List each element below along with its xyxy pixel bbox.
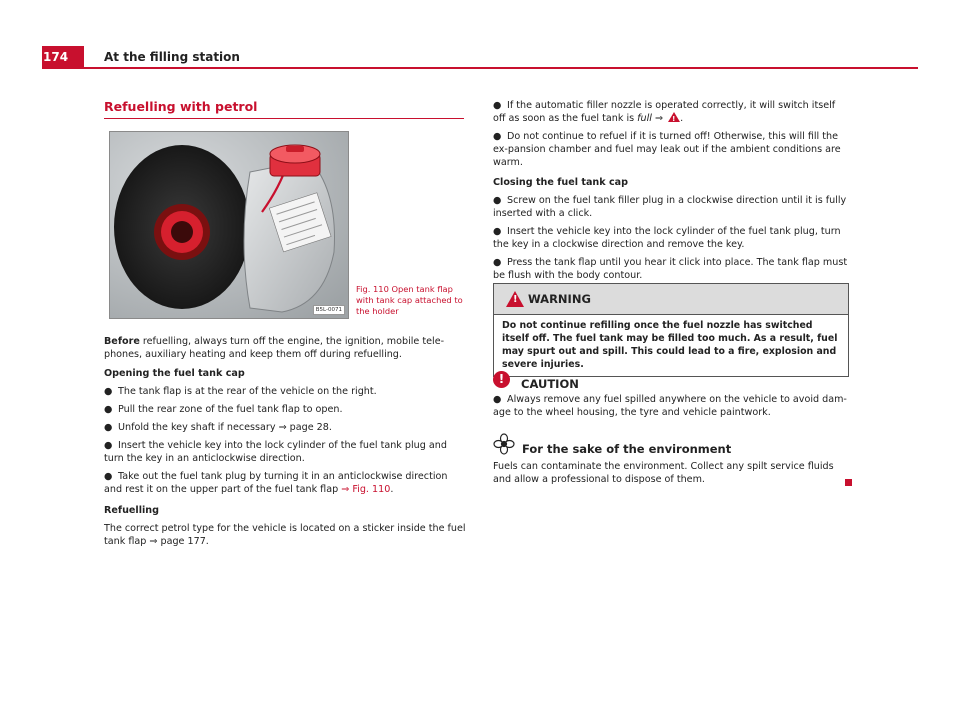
list-item-end: . <box>390 484 394 495</box>
list-item-end: . <box>680 113 684 124</box>
left-column <box>104 335 466 554</box>
bullet-icon: ● <box>493 195 502 206</box>
list-item-text: The tank flap is at the rear of the vehicle on the right. <box>118 386 377 397</box>
warning-label: WARNING <box>528 292 591 306</box>
list-item <box>493 99 849 125</box>
list-item-text: Press the tank flap until you hear it click into place. The tank flap must be flush with the body contour. <box>493 257 848 281</box>
warning-icon[interactable] <box>668 112 680 122</box>
list-item-text: Screw on the fuel tank filler plug in a clockwise direction until it is fully inserted with a click. <box>493 195 847 219</box>
list-item-text: If the automatic filler nozzle is operated correctly, it will switch itself off as soon as the fuel tank is <box>493 100 836 124</box>
list-item <box>104 385 466 398</box>
right-column <box>493 99 849 287</box>
list-item-text: Always remove any fuel spilled anywhere on the vehicle to avoid dam-age to the wheel housing, the tyre and vehicle paintwork. <box>493 394 847 418</box>
figure-code: B5L-0071 <box>313 305 345 315</box>
arrow-reference: ⇒ <box>651 113 667 124</box>
bullet-icon: ● <box>493 131 502 142</box>
fuel-cap <box>270 145 320 176</box>
warning-triangle-icon <box>506 291 524 307</box>
warning-text: Do not continue refilling once the fuel nozzle has switched itself off. The fuel tank may be filled too much. As a result, fuel may spurt out and spill. This could lead to a fire, explosion and severe injuries. <box>502 320 838 370</box>
list-item <box>493 393 849 419</box>
header-rule <box>42 67 918 69</box>
refuelling-paragraph: The correct petrol type for the vehicle is located on a sticker inside the fuel tank flap ⇒ page 177. <box>104 523 466 547</box>
warning-header <box>494 284 848 315</box>
bullet-icon: ● <box>104 471 113 482</box>
page-number: 174 <box>42 46 84 68</box>
list-item-text: Do not continue to refuel if it is turned off! Otherwise, this will fill the ex-pansion chamber and fuel may leak out if the ambient conditions are warm. <box>493 131 841 168</box>
caution-label: CAUTION <box>521 377 579 391</box>
list-item <box>104 470 466 496</box>
intro-text: refuelling, always turn off the engine, the ignition, mobile tele-phones, auxiliary heating and keep them off during refuelling. <box>104 336 445 360</box>
list-item-text: Pull the rear zone of the fuel tank flap to open. <box>118 404 343 415</box>
list-item-text: Take out the fuel tank plug by turning it in an anticlockwise direction and rest it on the upper part of the fuel tank flap <box>104 471 448 495</box>
figure-caption: Fig. 110 Open tank flap with tank cap attached to the holder <box>356 284 463 316</box>
flower-icon <box>493 433 515 455</box>
bullet-icon: ● <box>493 100 502 111</box>
bullet-icon: ● <box>493 226 502 237</box>
opening-heading: Opening the fuel tank cap <box>104 368 245 379</box>
running-title: At the filling station <box>104 50 240 64</box>
intro-paragraph <box>104 335 466 361</box>
list-item <box>104 403 466 416</box>
full-emphasis: full <box>637 113 652 124</box>
list-item <box>493 194 849 220</box>
list-item <box>493 256 849 282</box>
list-item-text: Insert the vehicle key into the lock cylinder of the fuel tank plug and turn the key in an anticlockwise direction. <box>104 440 447 464</box>
environment-label: For the sake of the environment <box>522 442 732 456</box>
refuelling-heading: Refuelling <box>104 505 159 516</box>
section-title: Refuelling with petrol <box>104 99 258 114</box>
bullet-icon: ● <box>493 394 502 405</box>
intro-bold: Before <box>104 336 140 347</box>
environment-text: Fuels can contaminate the environment. Collect any spilt service fluids and allow a professional to dispose of them. <box>493 461 834 485</box>
figure-reference-link[interactable]: ⇒ Fig. 110 <box>341 484 391 495</box>
closing-heading: Closing the fuel tank cap <box>493 177 628 188</box>
caution-item <box>493 393 849 424</box>
fuel-tank-flap-figure <box>109 131 349 319</box>
list-item-text: Unfold the key shaft if necessary ⇒ page 28. <box>118 422 332 433</box>
bullet-icon: ● <box>104 422 113 433</box>
list-item-text: Insert the vehicle key into the lock cylinder of the fuel tank plug, turn the key in a clockwise direction and remove the key. <box>493 226 841 250</box>
section-rule <box>104 118 464 119</box>
filler-neck-opening <box>171 221 193 243</box>
fuel-tank-flap-illustration <box>110 132 348 318</box>
section-end-marker <box>845 479 852 486</box>
bullet-icon: ● <box>493 257 502 268</box>
bullet-icon: ● <box>104 404 113 415</box>
list-item <box>493 225 849 251</box>
bullet-icon: ● <box>104 440 113 451</box>
list-item <box>493 130 849 169</box>
list-item <box>104 439 466 465</box>
caution-icon: ! <box>493 371 510 388</box>
bullet-icon: ● <box>104 386 113 397</box>
warning-box <box>493 283 849 377</box>
list-item <box>104 421 466 434</box>
